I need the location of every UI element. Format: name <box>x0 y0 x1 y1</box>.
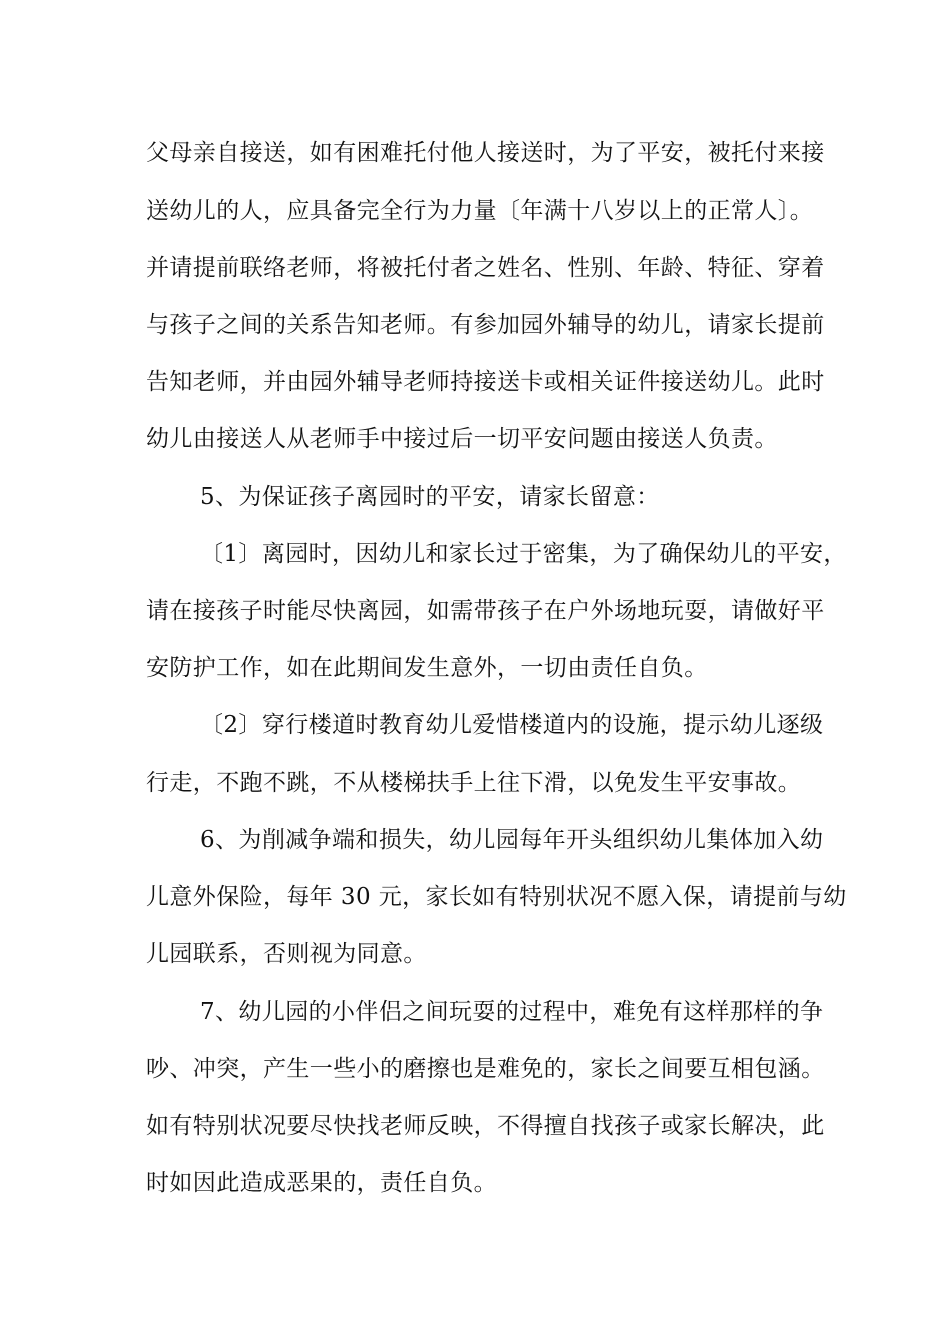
text-line: 儿意外保险，每年 30 元，家长如有特别状况不愿入保，请提前与幼 <box>146 884 847 910</box>
section-heading: 5、为保证孩子离园时的平安，请家长留意： <box>200 484 660 510</box>
text-line: 如有特别状况要尽快找老师反映，不得擅自找孩子或家长解决，此 <box>146 1113 825 1139</box>
text-line: 并请提前联络老师，将被托付者之姓名、性别、年龄、特征、穿着 <box>146 255 825 281</box>
text-line: 与孩子之间的关系告知老师。有参加园外辅导的幼儿，请家长提前 <box>146 312 825 338</box>
text-line: 7、幼儿园的小伴侣之间玩耍的过程中，难免有这样那样的争 <box>200 999 824 1025</box>
text-line: 请在接孩子时能尽快离园，如需带孩子在户外场地玩耍，请做好平 <box>146 598 825 624</box>
text-line: 行走，不跑不跳，不从楼梯扶手上往下滑，以免发生平安事故。 <box>146 770 802 796</box>
text-line: 幼儿由接送人从老师手中接过后一切平安问题由接送人负责。 <box>146 426 778 452</box>
text-line: 安防护工作，如在此期间发生意外，一切由责任自负。 <box>146 655 708 681</box>
text-line: 〔2〕穿行楼道时教育幼儿爱惜楼道内的设施，提示幼儿逐级 <box>200 712 824 738</box>
text-line: 吵、冲突，产生一些小的磨擦也是难免的，家长之间要互相包涵。 <box>146 1056 825 1082</box>
text-line: 告知老师，并由园外辅导老师持接送卡或相关证件接送幼儿。此时 <box>146 369 825 395</box>
text-line: 时如因此造成恶果的，责任自负。 <box>146 1170 497 1196</box>
text-line: 送幼儿的人，应具备完全行为力量〔年满十八岁以上的正常人〕。 <box>146 198 814 224</box>
text-line: 父母亲自接送，如有困难托付他人接送时，为了平安，被托付来接 <box>146 140 825 166</box>
text-line: 儿园联系，否则视为同意。 <box>146 941 427 967</box>
text-line: 〔1〕离园时，因幼儿和家长过于密集，为了确保幼儿的平安， <box>200 541 847 567</box>
text-line: 6、为削减争端和损失，幼儿园每年开头组织幼儿集体加入幼 <box>200 827 824 853</box>
